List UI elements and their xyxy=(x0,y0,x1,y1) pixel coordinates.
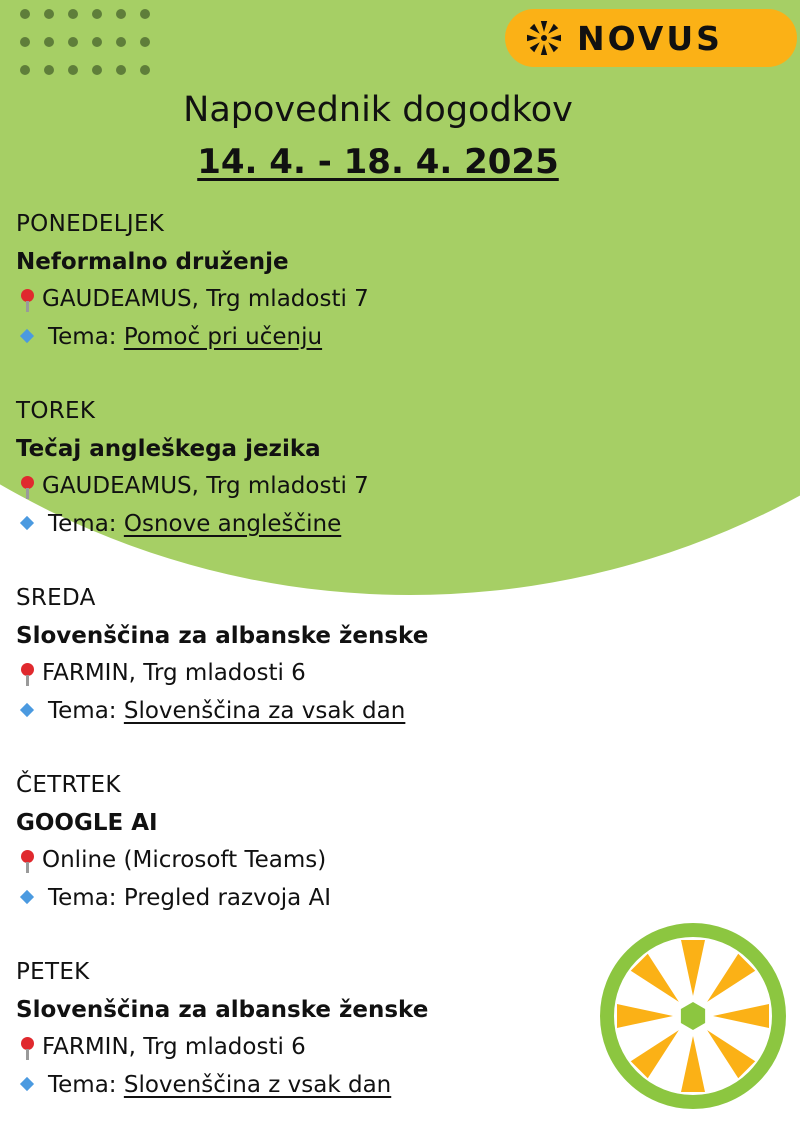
event-name: GOOGLE AI xyxy=(16,809,158,836)
event-topic-row xyxy=(16,319,428,357)
decorative-dot xyxy=(140,9,150,19)
event-topic-row xyxy=(16,693,428,731)
sunburst-ray xyxy=(548,42,558,52)
topic-label: Tema: xyxy=(48,697,117,724)
event-topic-row xyxy=(16,1067,428,1105)
event-wednesday xyxy=(16,580,428,767)
event-name: Slovenščina za albanske ženske xyxy=(16,996,429,1023)
topic-label: Tema: xyxy=(48,1071,117,1098)
sunburst-ray xyxy=(530,24,540,34)
event-name: Neformalno druženje xyxy=(16,248,289,275)
event-topic: Slovenščina z vsak dan xyxy=(123,1071,392,1098)
event-location-row xyxy=(16,1029,428,1067)
decorative-dot xyxy=(44,9,54,19)
wheel-icon xyxy=(598,921,788,1111)
novus-logo xyxy=(505,9,797,67)
event-day: SREDA xyxy=(16,585,96,611)
decorative-dot xyxy=(68,37,78,47)
event-topic-row xyxy=(16,880,428,918)
decorative-dot xyxy=(116,37,126,47)
event-day: TOREK xyxy=(16,398,96,424)
date-range: 14. 4. - 18. 4. 2025 xyxy=(197,142,559,182)
event-location-row xyxy=(16,281,428,319)
event-friday xyxy=(16,954,428,1141)
decorative-dot xyxy=(68,9,78,19)
event-topic: Slovenščina za vsak dan xyxy=(123,697,406,724)
event-location: Online (Microsoft Teams) xyxy=(42,847,327,873)
events-list xyxy=(16,206,428,1141)
event-location-row xyxy=(16,655,428,693)
decorative-dot xyxy=(68,65,78,75)
decorative-dot xyxy=(20,9,30,19)
sunburst-ray xyxy=(527,35,538,41)
topic-label: Tema: xyxy=(48,884,117,911)
sunburst-ray xyxy=(550,35,561,41)
logo-brand-text: NOVUS xyxy=(577,18,723,58)
decorative-dot xyxy=(20,65,30,75)
event-day: PONEDELJEK xyxy=(16,211,165,237)
event-tuesday xyxy=(16,393,428,580)
event-topic: Pregled razvoja AI xyxy=(123,884,332,911)
event-location: FARMIN, Trg mladosti 6 xyxy=(42,660,306,686)
sunburst-ray xyxy=(548,24,558,34)
event-topic: Pomoč pri učenju xyxy=(123,323,323,350)
sunburst-icon xyxy=(525,19,563,57)
event-topic: Osnove angleščine xyxy=(123,510,342,537)
decorative-dot xyxy=(140,65,150,75)
decorative-dot xyxy=(92,65,102,75)
decorative-dot xyxy=(20,37,30,47)
topic-label: Tema: xyxy=(48,323,117,350)
sunburst-ray xyxy=(541,21,547,32)
event-location: GAUDEAMUS, Trg mladosti 7 xyxy=(42,473,369,499)
event-monday xyxy=(16,206,428,393)
event-topic-row xyxy=(16,506,428,544)
decorative-dot xyxy=(116,65,126,75)
event-location: FARMIN, Trg mladosti 6 xyxy=(42,1034,306,1060)
decorative-dot xyxy=(44,37,54,47)
event-name: Slovenščina za albanske ženske xyxy=(16,622,429,649)
topic-label: Tema: xyxy=(48,510,117,537)
event-day: ČETRTEK xyxy=(16,772,121,798)
decorative-dot xyxy=(44,65,54,75)
event-location: GAUDEAMUS, Trg mladosti 7 xyxy=(42,286,369,312)
event-location-row xyxy=(16,842,428,880)
event-thursday xyxy=(16,767,428,954)
decorative-dot xyxy=(116,9,126,19)
event-day: PETEK xyxy=(16,959,90,985)
decorative-dot xyxy=(92,9,102,19)
decorative-dot xyxy=(92,37,102,47)
decorative-dot xyxy=(140,37,150,47)
sunburst-ray xyxy=(530,42,540,52)
event-location-row xyxy=(16,468,428,506)
sunburst-ray xyxy=(541,44,547,55)
page-title: Napovednik dogodkov xyxy=(183,90,573,130)
event-name: Tečaj angleškega jezika xyxy=(16,435,321,462)
